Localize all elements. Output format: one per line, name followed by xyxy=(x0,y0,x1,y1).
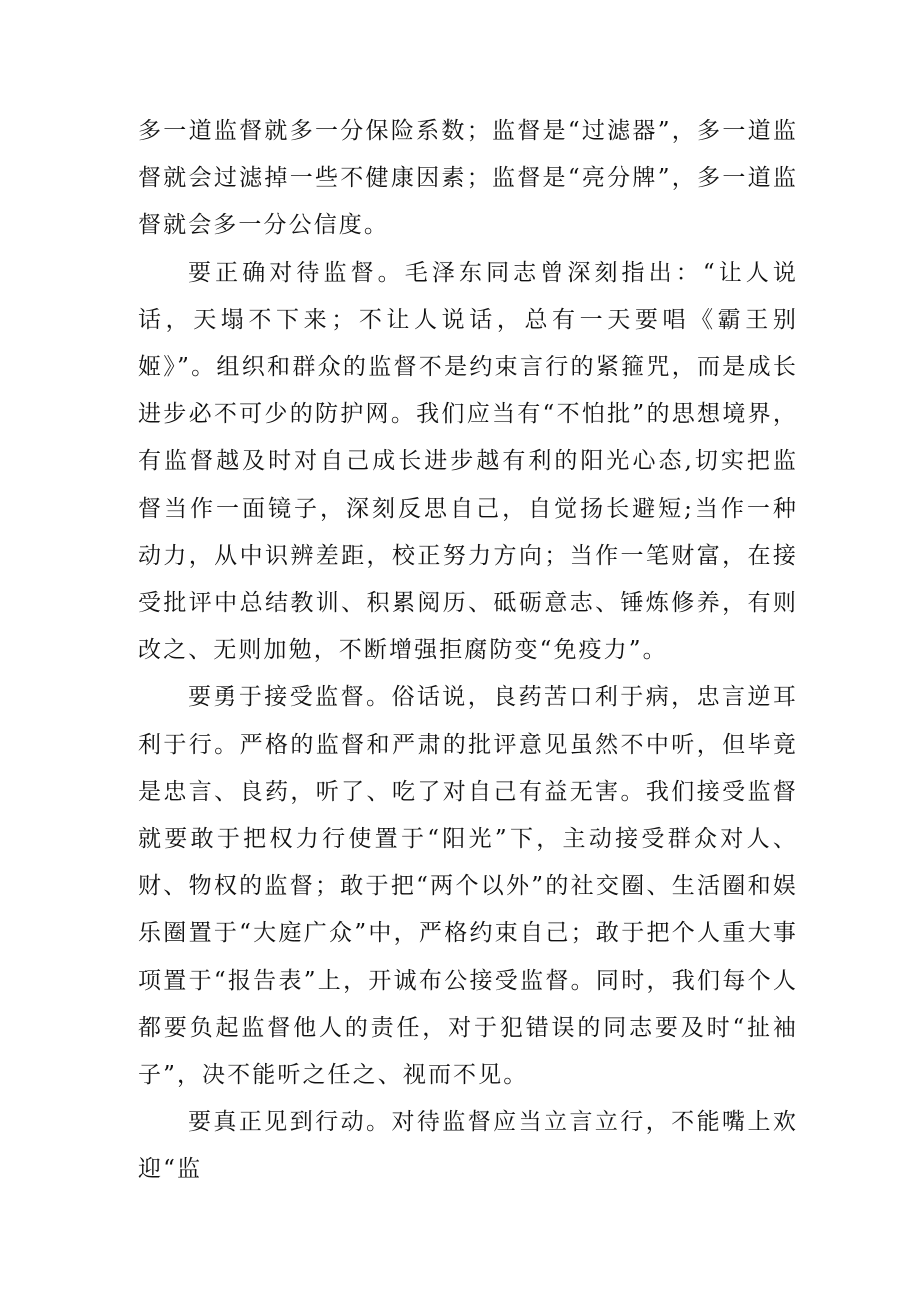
paragraph-3: 要勇于接受监督。俗话说，良药苦口利于病，忠言逆耳利于行。严格的监督和严肃的批评意见虽然不中听，但毕竟是忠言、良药，听了、吃了对自己有益无害。我们接受监督就要敢于把权力行使置于“阳光”下，主动接受群众对人、财、物权的监督；敢于把“两个以外”的社交圈、生活圈和娱乐圈置于“大庭广众”中，严格约束自己；敢于把个人重大事项置于“报告表”上，开诚布公接受监督。同时，我们每个人都要负起监督他人的责任，对于犯错误的同志要及时“扯袖子”，决不能听之任之、视而不见。 xyxy=(138,684,798,1089)
paragraph-1: 多一道监督就多一分保险系数；监督是“过滤器”，多一道监督就会过滤掉一些不健康因素；监督是“亮分牌”，多一道监督就会多一分公信度。 xyxy=(138,118,798,239)
paragraph-4: 要真正见到行动。对待监督应当立言立行，不能嘴上欢迎“监 xyxy=(138,1109,798,1183)
document-body xyxy=(138,108,798,1194)
paragraph-2: 要正确对待监督。毛泽东同志曾深刻指出：“让人说话，天塌不下来；不让人说话，总有一天要唱《霸王别姬》”。组织和群众的监督不是约束言行的紧箍咒，而是成长进步必不可少的防护网。我们应当有“不怕批”的思想境界，有监督越及时对自己成长进步越有利的阳光心态,切实把监督当作一面镜子，深刻反思自己，自觉扬长避短;当作一种动力，从中识辨差距，校正努力方向；当作一笔财富，在接受批评中总结教训、积累阅历、砥砺意志、锤炼修养，有则改之、无则加勉，不断增强拒腐防变“免疫力”。 xyxy=(138,259,798,664)
